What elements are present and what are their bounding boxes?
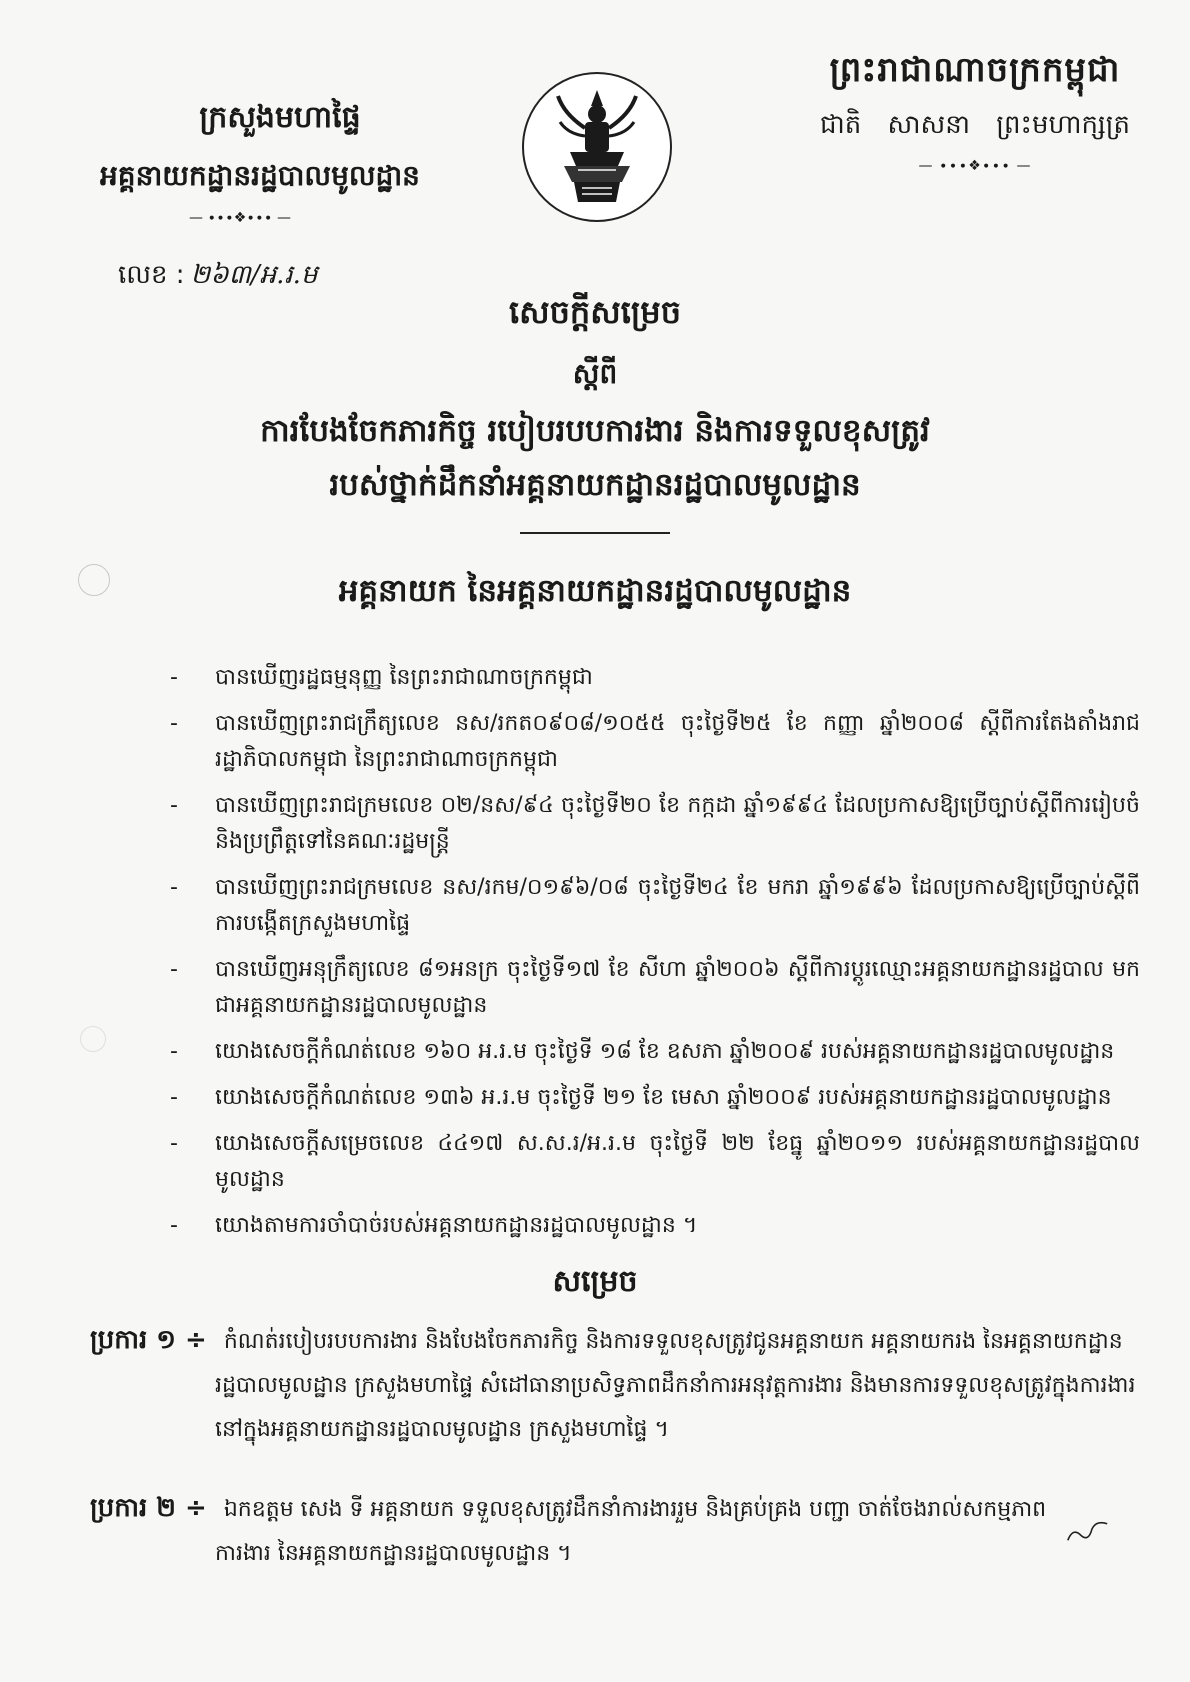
article-label: ប្រការ ២ ÷ — [90, 1493, 207, 1523]
department-ornament: — ∙∙∙❖∙∙∙ — — [188, 210, 292, 226]
article-label: ប្រការ ១ ÷ — [90, 1325, 207, 1355]
consideration-item: - បានឃើញរដ្ឋធម្មនុញ្ញ នៃព្រះរាជាណាចក្រកម្ពុជា — [170, 660, 1140, 696]
title-divider — [520, 532, 670, 534]
document-title: សេចក្តីសម្រេច — [508, 293, 682, 331]
consideration-item: - យោងសេចក្តីសម្រេចលេខ ៤៤១៧ ស.ស.រ/អ.រ.ម ចុះថ្ងៃទី ២២ ខែធ្នូ ឆ្នាំ២០១១ របស់អគ្គនាយកដ្ឋានរដ្ឋបាលមូលដ្ឋាន — [170, 1126, 1140, 1198]
consideration-item: - បានឃើញព្រះរាជក្រមលេខ ០២/នស/៩៤ ចុះថ្ងៃទី២០ ខែ កក្កដា ឆ្នាំ១៩៩៤ ដែលប្រកាសឱ្យប្រើច្បាប់ស្តីពីការរៀបចំ និងប្រព្រឹត្តទៅនៃគណៈរដ្ឋមន្ត្រី — [170, 788, 1140, 860]
consideration-item: - បានឃើញព្រះរាជក្រឹត្យលេខ នស/រកត០៩០៨/១០៥៥ ចុះថ្ងៃទី២៥ ខែ កញ្ញា ឆ្នាំ២០០៨ ស្តីពីការតែងតាំងរាជរដ្ឋាភិបាលកម្ពុជា នៃព្រះរាជាណាចក្រកម្ពុជា — [170, 706, 1140, 778]
department-name: អគ្គនាយកដ្ឋានរដ្ឋបាលមូលដ្ឋាន — [100, 159, 420, 192]
consideration-item: - យោងសេចក្តីកំណត់លេខ ១៦០ អ.រ.ម ចុះថ្ងៃទី ១៨ ខែ ឧសភា ឆ្នាំ២០០៩ របស់អគ្គនាយកដ្ឋានរដ្ឋបាលមូលដ្ឋាន — [170, 1034, 1140, 1070]
ministry-name: ក្រសួងមហាផ្ទៃ — [199, 100, 361, 135]
motto-ornament: — ∙∙∙❖∙∙∙ — — [918, 158, 1032, 174]
article-2 — [90, 1486, 1140, 1576]
article-1 — [90, 1318, 1140, 1452]
article-text: ឯកឧត្តម សេង ទី អគ្គនាយក ទទួលខុសត្រូវដឹកនាំការងាររួម និងគ្រប់គ្រង បញ្ជា ចាត់ចែងរាល់សកម្មភាព — [223, 1497, 1047, 1522]
reference-number — [118, 258, 317, 296]
consideration-item: - យោងតាមការចាំបាច់របស់អគ្គនាយកដ្ឋានរដ្ឋបាលមូលដ្ឋាន ។ — [170, 1208, 1140, 1244]
kingdom-title: ព្រះរាជាណាចក្រកម្ពុជា — [829, 50, 1121, 90]
subject-line-2: របស់ថ្នាក់ដឹកនាំអគ្គនាយកដ្ឋានរដ្ឋបាលមូលដ្ឋាន — [329, 467, 861, 503]
reference-value: ២៦៣/អ.រ.ម — [190, 260, 318, 290]
punch-hole-mark — [78, 564, 110, 596]
subject-line-1: ការបែងចែកភារកិច្ច របៀបរបបការងារ និងការទទួលខុសត្រូវ — [260, 413, 930, 449]
national-motto: ជាតិ សាសនា ព្រះមហាក្សត្រ — [820, 110, 1130, 140]
issuer-title: អគ្គនាយក នៃអគ្គនាយកដ្ឋានរដ្ឋបាលមូលដ្ឋាន — [338, 573, 852, 609]
article-text-continued: រដ្ឋបាលមូលដ្ឋាន ក្រសួងមហាផ្ទៃ សំដៅធានាប្រសិទ្ធភាពដឹកនាំការអនុវត្តការងារ និងមានការទទួលខុសត្រូវក្នុងការងារ នៅក្នុងអគ្គនាយកដ្ឋានរដ្ឋបាលមូលដ្ឋាន ក្រសួងមហាផ្ទៃ ។ — [215, 1373, 1136, 1442]
punch-hole-mark — [80, 1026, 106, 1052]
consideration-item: - បានឃើញព្រះរាជក្រមលេខ នស/រកម/០១៩៦/០៨ ចុះថ្ងៃទី២៤ ខែ មករា ឆ្នាំ១៩៩៦ ដែលប្រកាសឱ្យប្រើច្បាប់ស្តីពីការបង្កើតក្រសួងមហាផ្ទៃ — [170, 870, 1140, 942]
consideration-item: - យោងសេចក្តីកំណត់លេខ ១៣៦ អ.រ.ម ចុះថ្ងៃទី ២១ ខែ មេសា ឆ្នាំ២០០៩ របស់អគ្គនាយកដ្ឋានរដ្ឋបាលមូលដ្ឋាន — [170, 1080, 1140, 1116]
article-text-continued: ការងារ នៃអគ្គនាយកដ្ឋានរដ្ឋបាលមូលដ្ឋាន ។ — [215, 1541, 572, 1566]
decides-heading: សម្រេច — [552, 1264, 638, 1299]
consideration-item: - បានឃើញអនុក្រឹត្យលេខ ៨១អនក្រ ចុះថ្ងៃទី១៧ ខែ សីហា ឆ្នាំ២០០៦ ស្តីពីការប្តូរឈ្មោះអគ្គនាយកដ្ឋានរដ្ឋបាល មកជាអគ្គនាយកដ្ឋានរដ្ឋបាលមូលដ្ឋាន — [170, 952, 1140, 1024]
article-text: កំណត់របៀបរបបការងារ និងបែងចែកភារកិច្ច និងការទទួលខុសត្រូវជូនអគ្គនាយក អគ្គនាយករង នៃអគ្គនាយកដ្ឋាន — [223, 1329, 1123, 1354]
ministry-emblem-icon — [522, 72, 672, 222]
title-about: ស្តីពី — [572, 357, 618, 390]
reference-label: លេខ : — [118, 260, 185, 290]
considerations-list — [170, 660, 1140, 1254]
